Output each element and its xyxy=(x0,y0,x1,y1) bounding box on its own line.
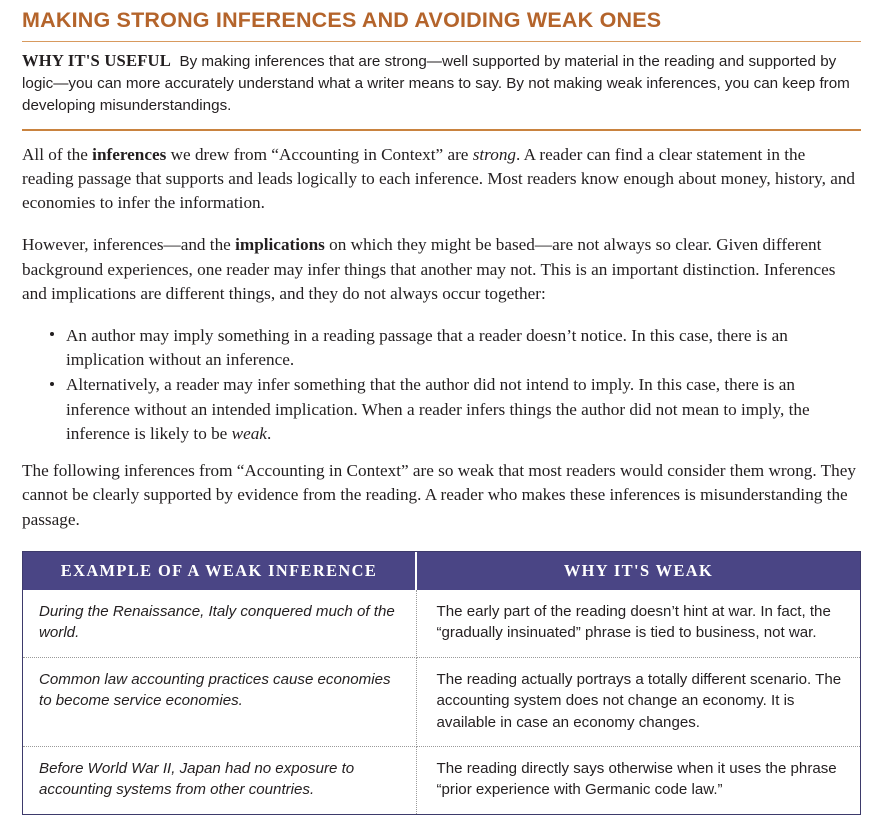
para1-part-a: All of the xyxy=(22,144,93,164)
para1-part-c: . A reader can find a clear statement in the reading passage that supports and leads logically to each inference. Most readers know enough about money, history, and economies to infer the information. xyxy=(22,144,856,213)
cell-example-2: Common law accounting practices cause economies to become service economies. xyxy=(23,657,416,746)
bullet-2-italic-weak: weak xyxy=(231,424,267,444)
section-title: MAKING STRONG INFERENCES AND AVOIDING WEAK ONES xyxy=(22,8,662,32)
table-row xyxy=(23,747,860,814)
cell-example-3: Before World War II, Japan had no exposure to accounting systems from other countries. xyxy=(23,747,416,814)
list-item xyxy=(22,373,861,446)
column-header-why: WHY IT'S WEAK xyxy=(416,552,860,590)
para1-bold-inferences: inferences xyxy=(92,144,167,164)
weak-inference-table xyxy=(23,552,860,814)
why-its-useful-text: By making inferences that are strong—well supported by material in the reading and supported by logic—you can more accurately understand what a writer means to say. By not making weak inferences, you can keep from developing misunderstandings. xyxy=(22,52,850,115)
para1-part-b: we drew from “Accounting in Context” are xyxy=(166,144,473,164)
bullet-dot-icon xyxy=(50,382,54,386)
table-row xyxy=(23,590,860,657)
bullet-list xyxy=(22,324,861,447)
cell-why-2: The reading actually portrays a totally different scenario. The accounting system does not change an economy. It is available in case an economy changes. xyxy=(416,657,860,746)
table-header xyxy=(23,552,860,590)
why-its-useful-block xyxy=(22,42,861,123)
bullet-dot-icon xyxy=(50,332,54,336)
weak-inference-table-wrapper xyxy=(22,551,861,815)
bullet-2-text-b: . xyxy=(266,424,272,444)
paragraph-2 xyxy=(22,233,861,306)
paragraph-1 xyxy=(22,143,861,216)
bullet-2-text-a: Alternatively, a reader may infer something that the author did not intend to imply. In this case, there is an inference without an intended implication. When a reader infers things the author did not mean to imply, the inference is likely to be xyxy=(66,375,810,444)
para2-part-a: However, inferences—and the xyxy=(22,235,236,255)
cell-why-3: The reading directly says otherwise when it uses the phrase “prior experience with Germanic code law.” xyxy=(436,760,837,799)
cell-example-1: During the Renaissance, Italy conquered much of the world. xyxy=(23,590,416,657)
cell-why-1: The early part of the reading doesn’t hint at war. In fact, the “gradually insinuated” phrase is tied to business, not war. xyxy=(416,590,860,657)
why-its-useful-label: WHY IT'S USEFUL xyxy=(22,50,171,70)
table-row xyxy=(23,657,860,746)
para1-italic-strong: strong xyxy=(472,144,517,164)
table-body xyxy=(23,590,860,814)
list-item xyxy=(22,324,861,373)
bullet-1-text: An author may imply something in a reading passage that a reader doesn’t notice. In this case, there is an implication without an inference. xyxy=(66,325,788,369)
table-header-row xyxy=(23,552,860,590)
para2-bold-implications: implications xyxy=(235,235,325,255)
why-block-divider-rule xyxy=(22,129,861,131)
column-header-example: EXAMPLE OF A WEAK INFERENCE xyxy=(23,552,416,590)
para2-part-b: on which they might be based—are not always so clear. Given different background experiences, one reader may infer things that another may not. This is an important distinction. Inferences and implications are different things, and they do not always occur together: xyxy=(22,235,836,303)
paragraph-3: The following inferences from “Accounting in Context” are so weak that most readers would consider them wrong. They cannot be clearly supported by evidence from the reading. A reader who makes these inferences is misunderstanding the passage. xyxy=(22,460,856,529)
